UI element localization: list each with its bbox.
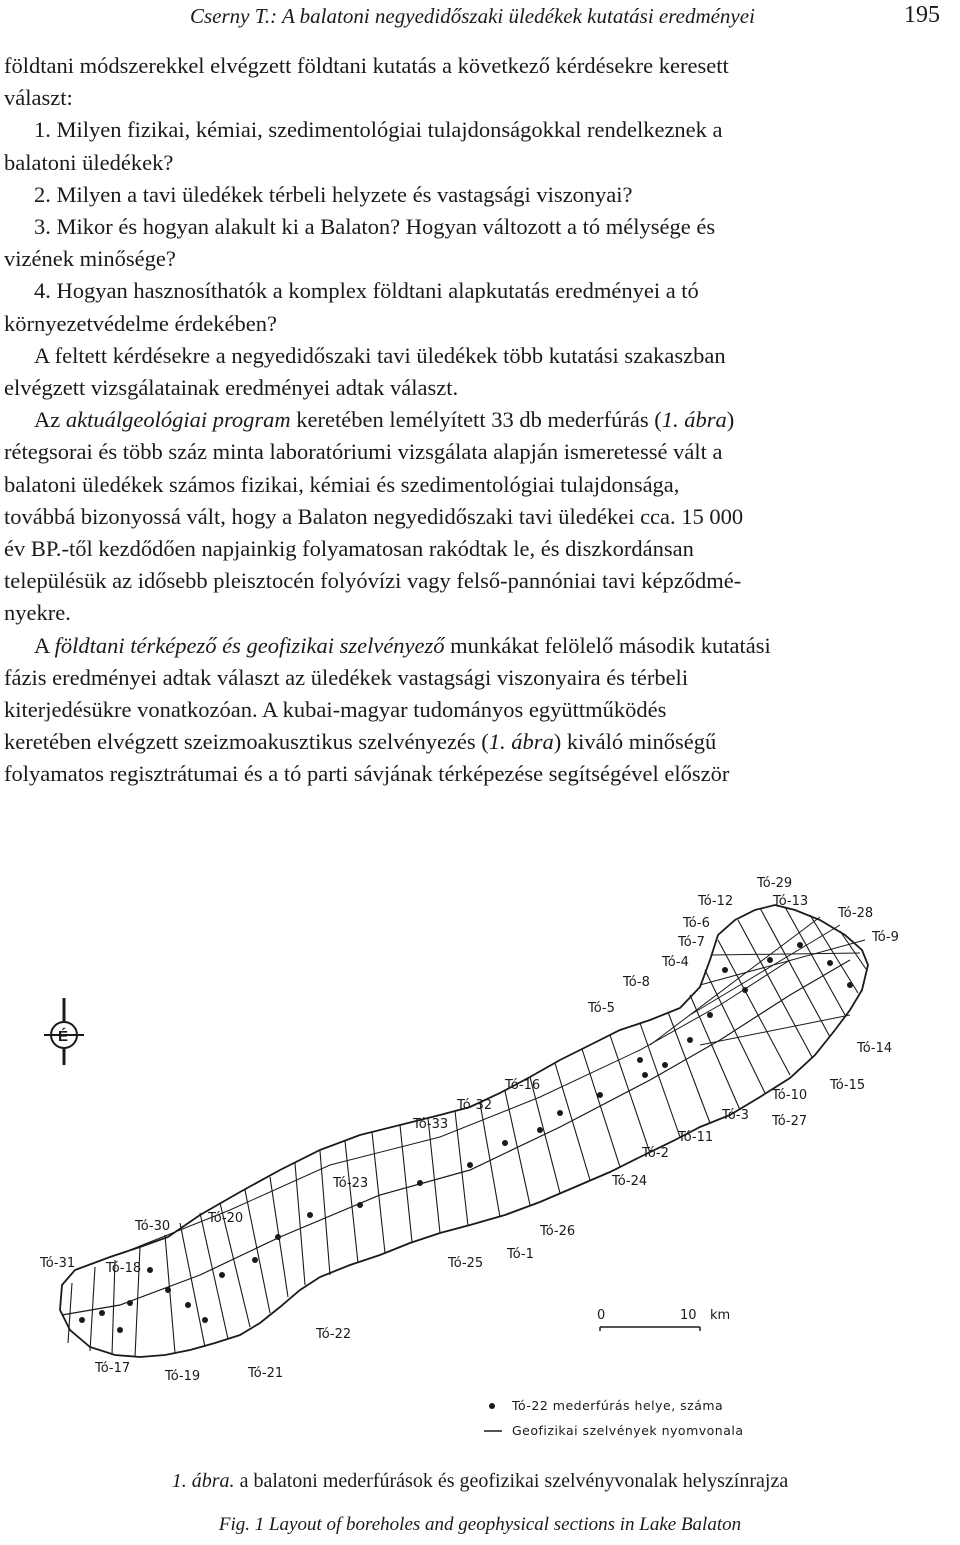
- borehole-label: Tó-11: [678, 1130, 714, 1145]
- borehole-label: Tó-19: [165, 1369, 201, 1384]
- text-line: nyekre.: [4, 600, 71, 626]
- figure-reference: 1. ábra: [661, 407, 727, 433]
- borehole-label: Tó-29: [757, 876, 793, 891]
- lake-balaton-map: [0, 865, 960, 1465]
- text-line: településük az idősebb pleisztocén folyóvízi vagy felső-pannóniai tavi képződmé-: [4, 568, 742, 594]
- paragraph-mapping-cont: [4, 662, 952, 791]
- section-lines-transverse: [68, 907, 866, 1357]
- text-line: év BP.-től kezdődően napjainkig folyamatosan rakódtak le, és diszkordánsan: [4, 536, 694, 562]
- text-line: földtani módszerekkel elvégzett földtani kutatás a következő kérdésekre keresett: [4, 53, 729, 78]
- borehole-label: Tó-7: [678, 935, 705, 950]
- text-line: 3. Mikor és hogyan alakult ki a Balaton? Hogyan változott a tó mélysége és: [34, 214, 716, 240]
- paragraph-program: [4, 404, 952, 436]
- text-line: folyamatos regisztrátumai és a tó parti sávjának térképezése segítségével először: [4, 761, 730, 787]
- borehole-label: Tó-4: [662, 955, 689, 970]
- text-line: fázis eredményei adtak választ az üledékek vastagsági viszonyaira és térbeli: [4, 664, 689, 690]
- figure-caption-english: Fig. 1 Layout of boreholes and geophysical sections in Lake Balaton: [218, 1514, 742, 1535]
- question-3-cont: [4, 243, 952, 275]
- borehole-label: Tó-30: [135, 1219, 171, 1234]
- text-line: A feltett kérdésekre a negyedidőszaki tavi üledékek több kutatási szakaszban: [34, 342, 726, 368]
- north-arrow-icon: [44, 998, 84, 1065]
- map-legend: [484, 1398, 744, 1438]
- emphasis: aktuálgeológiai program: [65, 407, 291, 433]
- scale-label-ten: 10: [680, 1308, 697, 1323]
- body-text: [4, 50, 952, 791]
- page-number: 195: [904, 2, 940, 28]
- text-line: Az aktuálgeológiai program keretében lemélyített 33 db mederfúrás (1. ábra): [34, 407, 735, 433]
- figure-map: [0, 865, 960, 1465]
- text-line: kiterjedésükre vonatkozóan. A kubai-magyar tudományos együttműködés: [4, 697, 667, 723]
- borehole-points: [79, 942, 853, 1333]
- text-line: balatoni üledékek számos fizikai, kémiai és szedimentológiai tulajdonsága,: [4, 471, 680, 497]
- borehole-label: Tó-12: [698, 894, 734, 909]
- text-line: rétegsorai és több száz minta laboratóriumi vizsgálata alapján ismeretessé vált a: [4, 439, 723, 465]
- borehole-label: Tó-24: [612, 1174, 648, 1189]
- paragraph-mapping: [4, 630, 952, 662]
- borehole-label: Tó-33: [413, 1117, 449, 1132]
- borehole-label: Tó-5: [588, 1001, 615, 1016]
- borehole-label: Tó-8: [623, 975, 650, 990]
- emphasis: földtani térképező és geofizikai szelvényező: [54, 632, 445, 658]
- question-1-cont: [4, 147, 952, 179]
- borehole-label: Tó-1: [507, 1247, 534, 1262]
- text-line: vizének minősége?: [4, 246, 176, 272]
- legend-sections: Geofizikai szelvények nyomvonala: [512, 1423, 744, 1438]
- borehole-label: Tó-6: [683, 916, 710, 931]
- paragraph-answers-cont: [4, 372, 952, 404]
- lake-shoreline: [60, 905, 868, 1357]
- paragraph-program-cont: [4, 436, 952, 629]
- borehole-label: Tó-25: [448, 1256, 484, 1271]
- text-line: balatoni üledékek?: [4, 149, 174, 175]
- text-line: keretében elvégzett szeizmoakusztikus szelvényezés (1. ábra) kiváló minőségű: [4, 729, 717, 755]
- paragraph-answers: [4, 340, 952, 372]
- borehole-label: Tó-15: [830, 1078, 866, 1093]
- borehole-label: Tó-22: [316, 1327, 352, 1342]
- borehole-label: Tó-14: [857, 1041, 893, 1056]
- caption-figure-number: 1. ábra.: [171, 1470, 235, 1492]
- text-line: 2. Milyen a tavi üledékek térbeli helyzete és vastagsági viszonyai?: [34, 181, 633, 207]
- text-line: 4. Hogyan hasznosíthatók a komplex földtani alapkutatás eredményei a tó: [34, 278, 699, 304]
- borehole-label: Tó-32: [457, 1098, 493, 1113]
- page-header: [0, 2, 960, 32]
- borehole-label: Tó-27: [772, 1114, 808, 1129]
- borehole-label: Tó-10: [772, 1088, 808, 1103]
- figure-reference: 1. ábra: [488, 729, 554, 755]
- paragraph-intro: [4, 50, 952, 114]
- text-line: A földtani térképező és geofizikai szelvényező munkákat felölelő második kutatási: [34, 632, 771, 658]
- borehole-label: Tó-21: [248, 1366, 284, 1381]
- borehole-label: Tó-16: [505, 1078, 541, 1093]
- borehole-label: Tó-2: [642, 1146, 669, 1161]
- question-3: [4, 211, 952, 243]
- north-letter: É: [58, 1028, 69, 1045]
- borehole-label: Tó-23: [333, 1176, 369, 1191]
- text-line: továbbá bizonyossá vált, hogy a Balaton negyedidőszaki tavi üledékei cca. 15 000: [4, 503, 744, 529]
- legend-borehole: Tó-22 mederfúrás helye, száma: [512, 1398, 724, 1413]
- borehole-label: Tó-28: [838, 906, 874, 921]
- question-1: [4, 114, 952, 146]
- text-line: elvégzett vizsgálatainak eredményei adtak választ.: [4, 375, 459, 401]
- scale-label-zero: 0: [597, 1308, 606, 1323]
- scale-bar: [597, 1308, 730, 1331]
- borehole-label: Tó-3: [722, 1108, 749, 1123]
- borehole-label: Tó-9: [872, 930, 899, 945]
- borehole-legend-dot-icon: [489, 1403, 495, 1409]
- borehole-label: Tó-26: [540, 1224, 576, 1239]
- text-line: környezetvédelme érdekében?: [4, 310, 277, 336]
- text-line: 1. Milyen fizikai, kémiai, szedimentológiai tulajdonságokkal rendelkeznek a: [34, 117, 723, 143]
- question-2: [4, 179, 952, 211]
- question-4-cont: [4, 308, 952, 340]
- borehole-label: Tó-17: [95, 1361, 131, 1376]
- question-4: [4, 275, 952, 307]
- running-head: Cserny T.: A balatoni negyedidőszaki üledékek kutatási eredményei: [190, 4, 755, 28]
- borehole-label: Tó-20: [208, 1211, 244, 1226]
- borehole-label: Tó-13: [773, 894, 809, 909]
- borehole-label: Tó-31: [40, 1256, 76, 1271]
- text-line: választ:: [4, 85, 73, 111]
- borehole-label: Tó-18: [106, 1261, 142, 1276]
- figure-caption-hungarian: 1. ábra. a balatoni mederfúrások és geofizikai szelvényvonalak helyszínrajza: [171, 1470, 789, 1492]
- scale-label-unit: km: [710, 1308, 731, 1323]
